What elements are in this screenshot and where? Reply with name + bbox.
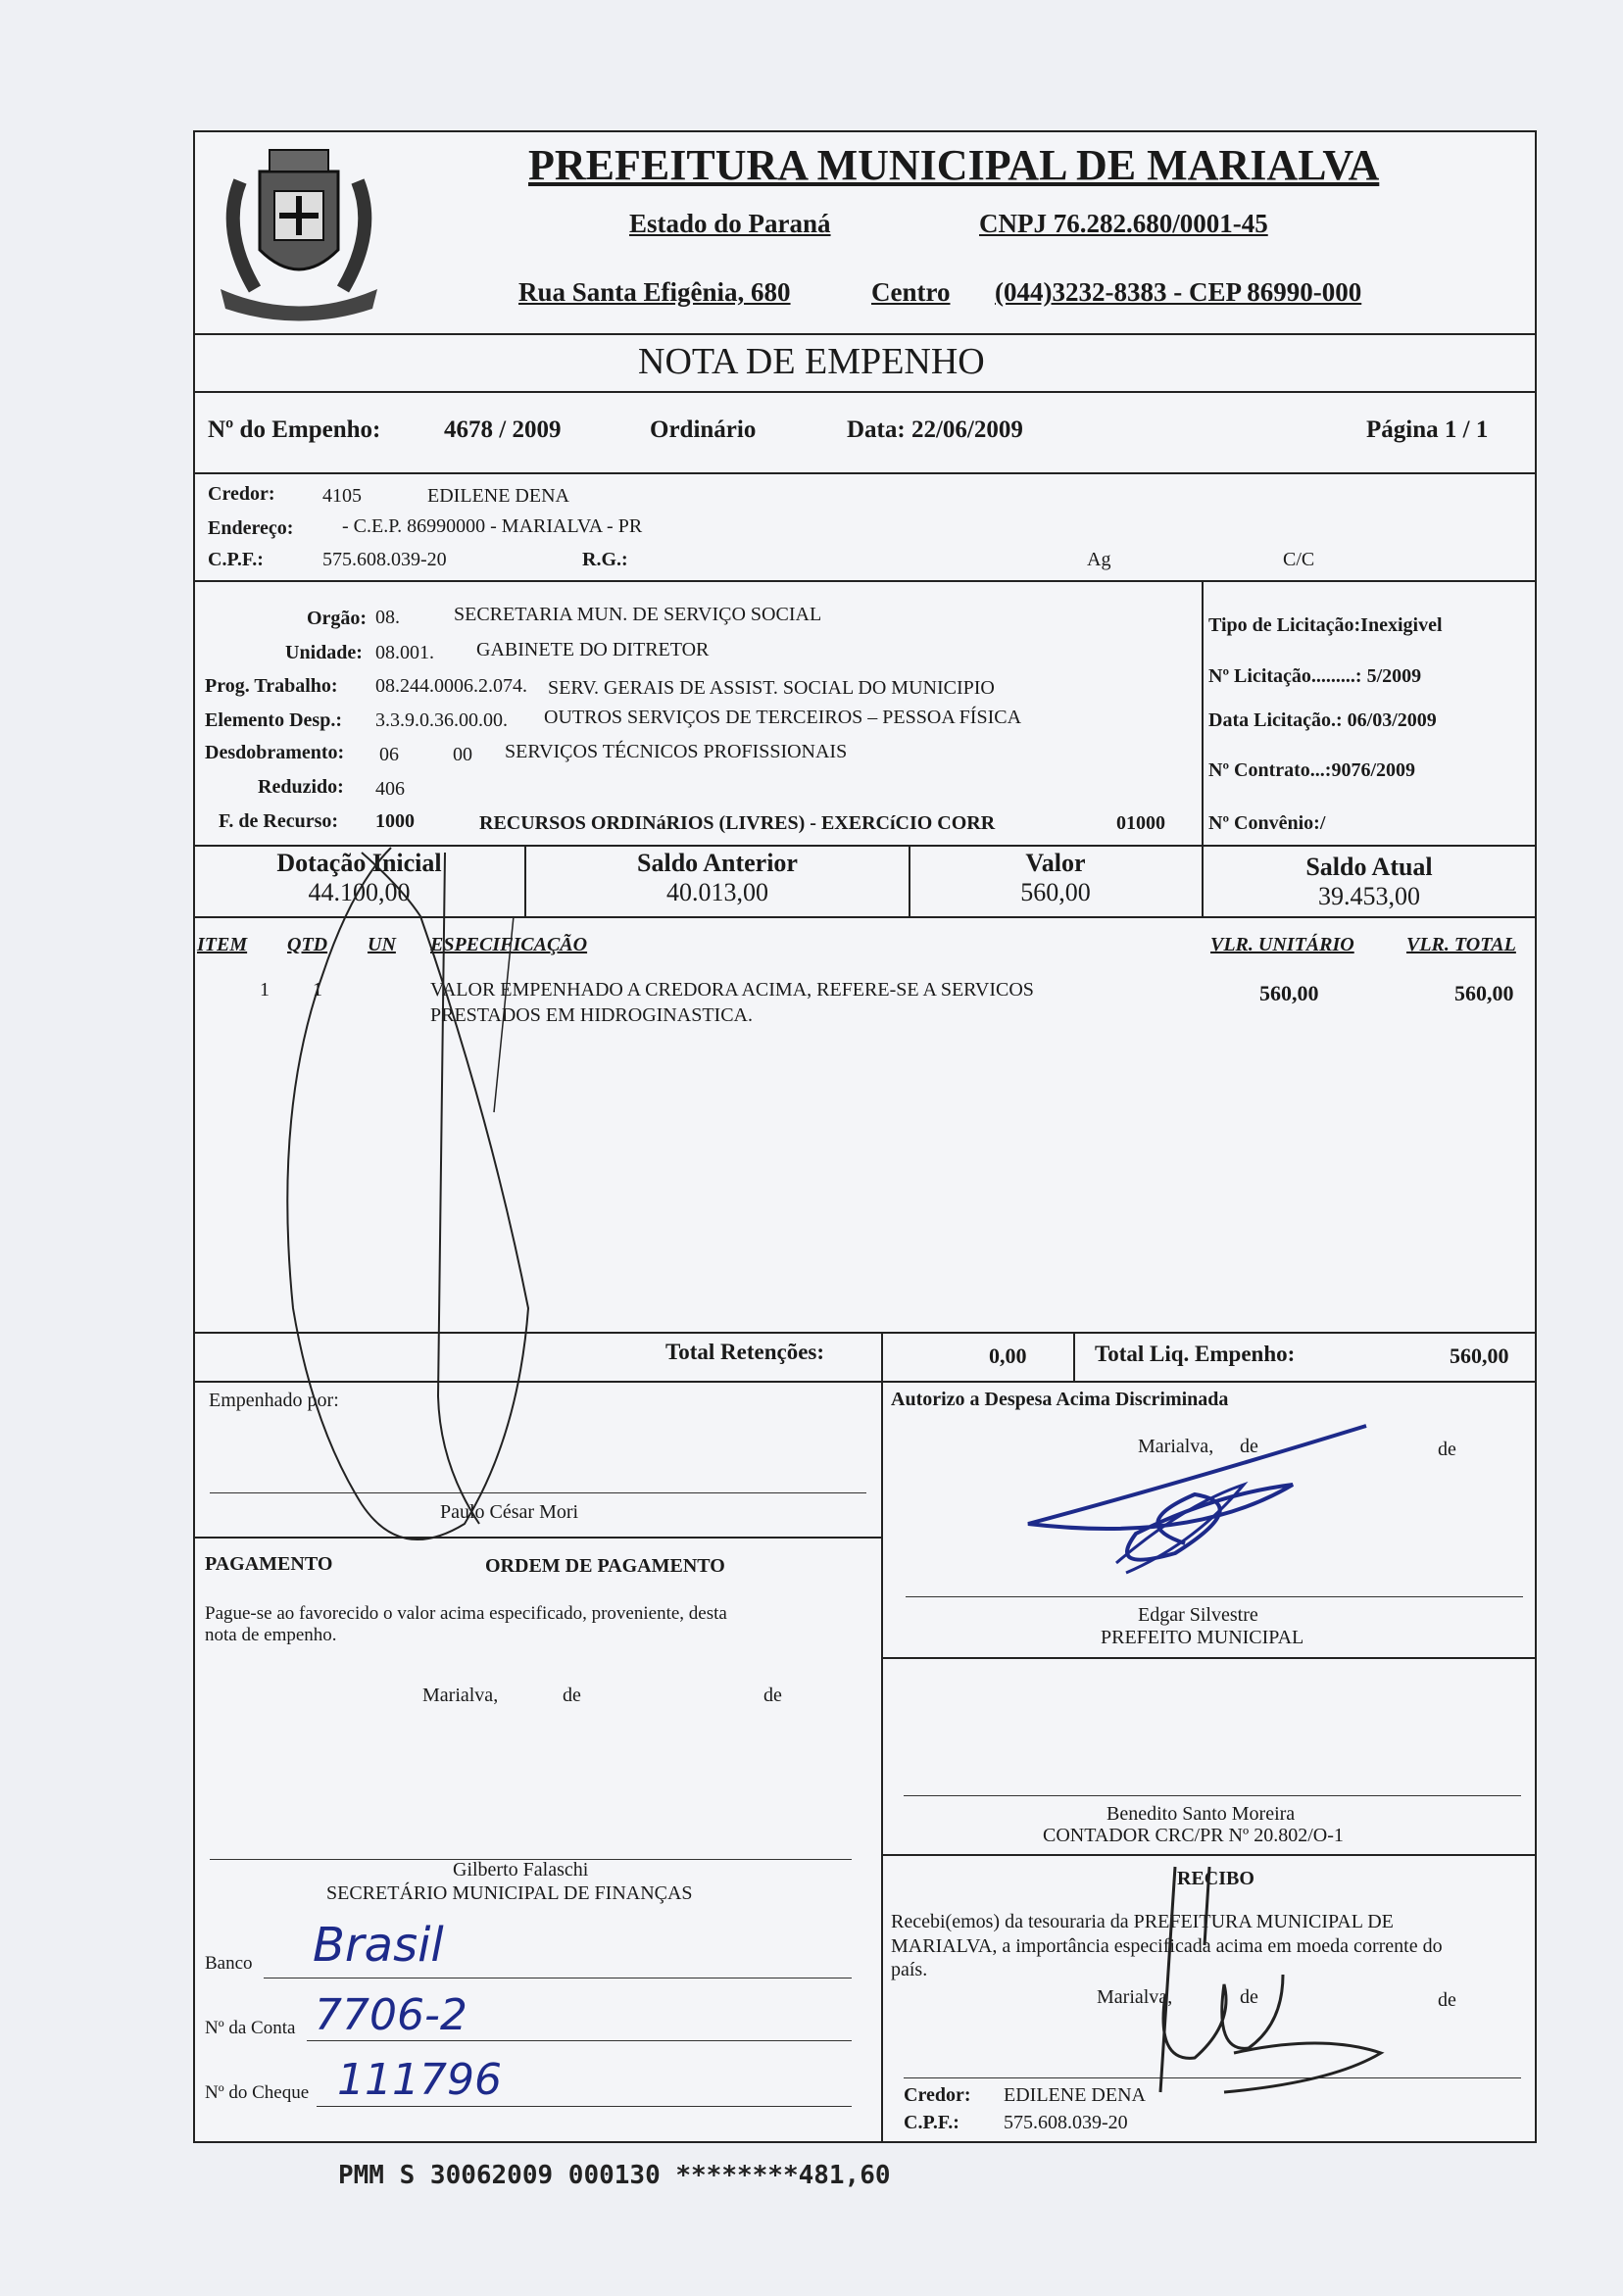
total-retencoes-value: 0,00 xyxy=(989,1343,1027,1368)
empenhado-por-name: Paulo César Mori xyxy=(440,1501,579,1523)
total-liquido-label: Total Liq. Empenho: xyxy=(1095,1342,1296,1366)
recibo-city: Marialva, xyxy=(1097,1986,1173,2008)
recibo-title: RECIBO xyxy=(1177,1868,1254,1889)
unidade-code: 08.001. xyxy=(375,642,434,663)
orgao-desc: SECRETARIA MUN. DE SERVIÇO SOCIAL xyxy=(454,604,822,625)
empenho-number: 4678 / 2009 xyxy=(444,416,562,443)
desdobramento-desc: SERVIÇOS TÉCNICOS PROFISSIONAIS xyxy=(505,741,848,762)
dotacao-inicial-label: Dotação Inicial xyxy=(276,849,442,877)
fonte-recurso-desc: RECURSOS ORDINáRIOS (LIVRES) - EXERCíCIO CORR xyxy=(479,812,996,834)
pagamento-city: Marialva, xyxy=(422,1685,499,1706)
header-title: PREFEITURA MUNICIPAL DE MARIALVA xyxy=(528,141,1380,189)
saldo-anterior-label: Saldo Anterior xyxy=(637,849,798,877)
fonte-recurso-code: 1000 xyxy=(375,810,415,832)
desdobramento-a: 06 xyxy=(379,744,399,765)
item-desc-line2: PRESTADOS EM HIDROGINASTICA. xyxy=(430,1004,753,1026)
page-number: Página 1 / 1 xyxy=(1366,416,1489,443)
col-header-item: ITEM xyxy=(197,934,248,955)
valor-value: 560,00 xyxy=(1020,878,1091,906)
ag-label: Ag xyxy=(1087,549,1111,570)
total-retencoes-label: Total Retenções: xyxy=(665,1340,825,1364)
recibo-de-2: de xyxy=(1438,1989,1456,2011)
saldo-atual-value: 39.453,00 xyxy=(1318,882,1420,910)
item-qtd: 1 xyxy=(313,979,322,1001)
header-phone-cep: (044)3232-8383 - CEP 86990-000 xyxy=(995,277,1362,307)
recibo-cpf-value: 575.608.039-20 xyxy=(1004,2112,1128,2133)
nota-de-empenho-form xyxy=(193,130,1537,2143)
credor-name: EDILENE DENA xyxy=(427,485,569,507)
header-street: Rua Santa Efigênia, 680 xyxy=(518,277,791,307)
saldo-atual-label: Saldo Atual xyxy=(1305,853,1433,881)
autorizo-label: Autorizo a Despesa Acima Discriminada xyxy=(891,1389,1229,1410)
total-liquido-value: 560,00 xyxy=(1450,1343,1509,1368)
contador-role: CONTADOR CRC/PR Nº 20.802/O-1 xyxy=(1043,1825,1344,1846)
pagamento-text-line1: Pague-se ao favorecido o valor acima especificado, proveniente, desta xyxy=(205,1603,727,1624)
empenho-type: Ordinário xyxy=(650,416,757,443)
col-header-especificacao: ESPECIFICAÇÃO xyxy=(430,934,588,955)
dotacao-inicial-value: 44.100,00 xyxy=(308,878,411,906)
col-header-un: UN xyxy=(368,934,396,955)
fonte-recurso-number: 01000 xyxy=(1116,812,1165,834)
handwritten-marks xyxy=(195,132,1535,2141)
desdobramento-b: 00 xyxy=(453,744,472,765)
header-cnpj: CNPJ 76.282.680/0001-45 xyxy=(979,209,1268,238)
prefeito-role: PREFEITO MUNICIPAL xyxy=(1101,1627,1304,1648)
cheque-label: Nº do Cheque xyxy=(205,2082,310,2103)
pagamento-label: PAGAMENTO xyxy=(205,1553,333,1575)
tipo-licitacao: Tipo de Licitação:Inexigivel xyxy=(1208,614,1443,636)
desdobramento-label: Desdobramento: xyxy=(205,742,345,763)
item-vlr-unitario: 560,00 xyxy=(1259,981,1319,1005)
secretario-name: Gilberto Falaschi xyxy=(453,1859,589,1881)
reduzido-code: 406 xyxy=(375,778,405,800)
banco-value: Brasil xyxy=(313,1918,444,1973)
empenhado-por-label: Empenhado por: xyxy=(209,1390,339,1411)
document-title: NOTA DE EMPENHO xyxy=(638,341,985,382)
pagamento-de-1: de xyxy=(563,1685,581,1706)
payment-stamp: PMM S 30062009 000130 ********481,60 xyxy=(338,2161,891,2190)
empenho-date: Data: 22/06/2009 xyxy=(847,416,1023,443)
header-state: Estado do Paraná xyxy=(629,209,831,238)
orgao-code: 08. xyxy=(375,607,400,628)
pagamento-de-2: de xyxy=(763,1685,782,1706)
cc-label: C/C xyxy=(1283,549,1315,570)
cpf-label: C.P.F.: xyxy=(208,549,264,570)
prog-trabalho-label: Prog. Trabalho: xyxy=(205,675,338,697)
conta-label: Nº da Conta xyxy=(205,2018,296,2038)
recibo-text-line1: Recebi(emos) da tesouraria da PREFEITURA MUNICIPAL DE xyxy=(891,1911,1394,1932)
elemento-desc: OUTROS SERVIÇOS DE TERCEIROS – PESSOA FÍSICA xyxy=(544,707,1022,728)
recibo-de-1: de xyxy=(1240,1986,1258,2008)
credor-label: Credor: xyxy=(208,483,275,505)
recibo-text-line2: MARIALVA, a importância especificada acima em moeda corrente do xyxy=(891,1935,1443,1957)
endereco-value: - C.E.P. 86990000 - MARIALVA - PR xyxy=(342,515,643,537)
endereco-label: Endereço: xyxy=(208,517,294,539)
header-district: Centro xyxy=(871,277,951,307)
unidade-desc: GABINETE DO DITRETOR xyxy=(476,639,710,660)
cpf-value: 575.608.039-20 xyxy=(322,549,447,570)
autorizo-city: Marialva, xyxy=(1138,1436,1214,1457)
credor-code: 4105 xyxy=(322,485,362,507)
unidade-label: Unidade: xyxy=(285,642,363,663)
recibo-cpf-label: C.P.F.: xyxy=(904,2112,959,2133)
banco-label: Banco xyxy=(205,1953,253,1974)
prog-trabalho-desc: SERV. GERAIS DE ASSIST. SOCIAL DO MUNICIPIO xyxy=(548,677,995,699)
item-vlr-total: 560,00 xyxy=(1454,981,1514,1005)
numero-convenio: Nº Convênio:/ xyxy=(1208,812,1326,834)
col-header-qtd: QTD xyxy=(287,934,328,955)
rg-label: R.G.: xyxy=(582,549,628,570)
fonte-recurso-label: F. de Recurso: xyxy=(219,810,339,832)
recibo-credor-value: EDILENE DENA xyxy=(1004,2084,1146,2106)
elemento-label: Elemento Desp.: xyxy=(205,709,342,731)
col-header-vlr-unitario: VLR. UNITÁRIO xyxy=(1210,934,1354,955)
pagamento-text-line2: nota de empenho. xyxy=(205,1625,337,1645)
autorizo-de-2: de xyxy=(1438,1439,1456,1460)
contador-name: Benedito Santo Moreira xyxy=(1107,1803,1296,1825)
empenho-number-label: Nº do Empenho: xyxy=(208,416,381,443)
conta-value: 7706-2 xyxy=(315,1990,467,2040)
col-header-vlr-total: VLR. TOTAL xyxy=(1406,934,1516,955)
valor-label: Valor xyxy=(1025,849,1086,877)
recibo-text-line3: país. xyxy=(891,1959,928,1980)
ordem-pagamento-label: ORDEM DE PAGAMENTO xyxy=(485,1555,725,1577)
saldo-anterior-value: 40.013,00 xyxy=(666,878,768,906)
item-number: 1 xyxy=(260,979,270,1001)
numero-licitacao: Nº Licitação.........: 5/2009 xyxy=(1208,665,1422,687)
autorizo-de-1: de xyxy=(1240,1436,1258,1457)
reduzido-label: Reduzido: xyxy=(258,776,344,798)
numero-contrato: Nº Contrato...:9076/2009 xyxy=(1208,759,1416,781)
orgao-label: Orgão: xyxy=(307,608,368,629)
data-licitacao: Data Licitação.: 06/03/2009 xyxy=(1208,709,1437,731)
elemento-code: 3.3.9.0.36.00.00. xyxy=(375,709,508,731)
secretario-role: SECRETÁRIO MUNICIPAL DE FINANÇAS xyxy=(326,1882,693,1904)
recibo-credor-label: Credor: xyxy=(904,2084,971,2106)
cheque-value: 111796 xyxy=(337,2055,502,2105)
item-desc-line1: VALOR EMPENHADO A CREDORA ACIMA, REFERE-SE A SERVICOS xyxy=(430,979,1034,1001)
prefeito-name: Edgar Silvestre xyxy=(1138,1604,1258,1626)
prog-trabalho-code: 08.244.0006.2.074. xyxy=(375,675,527,697)
